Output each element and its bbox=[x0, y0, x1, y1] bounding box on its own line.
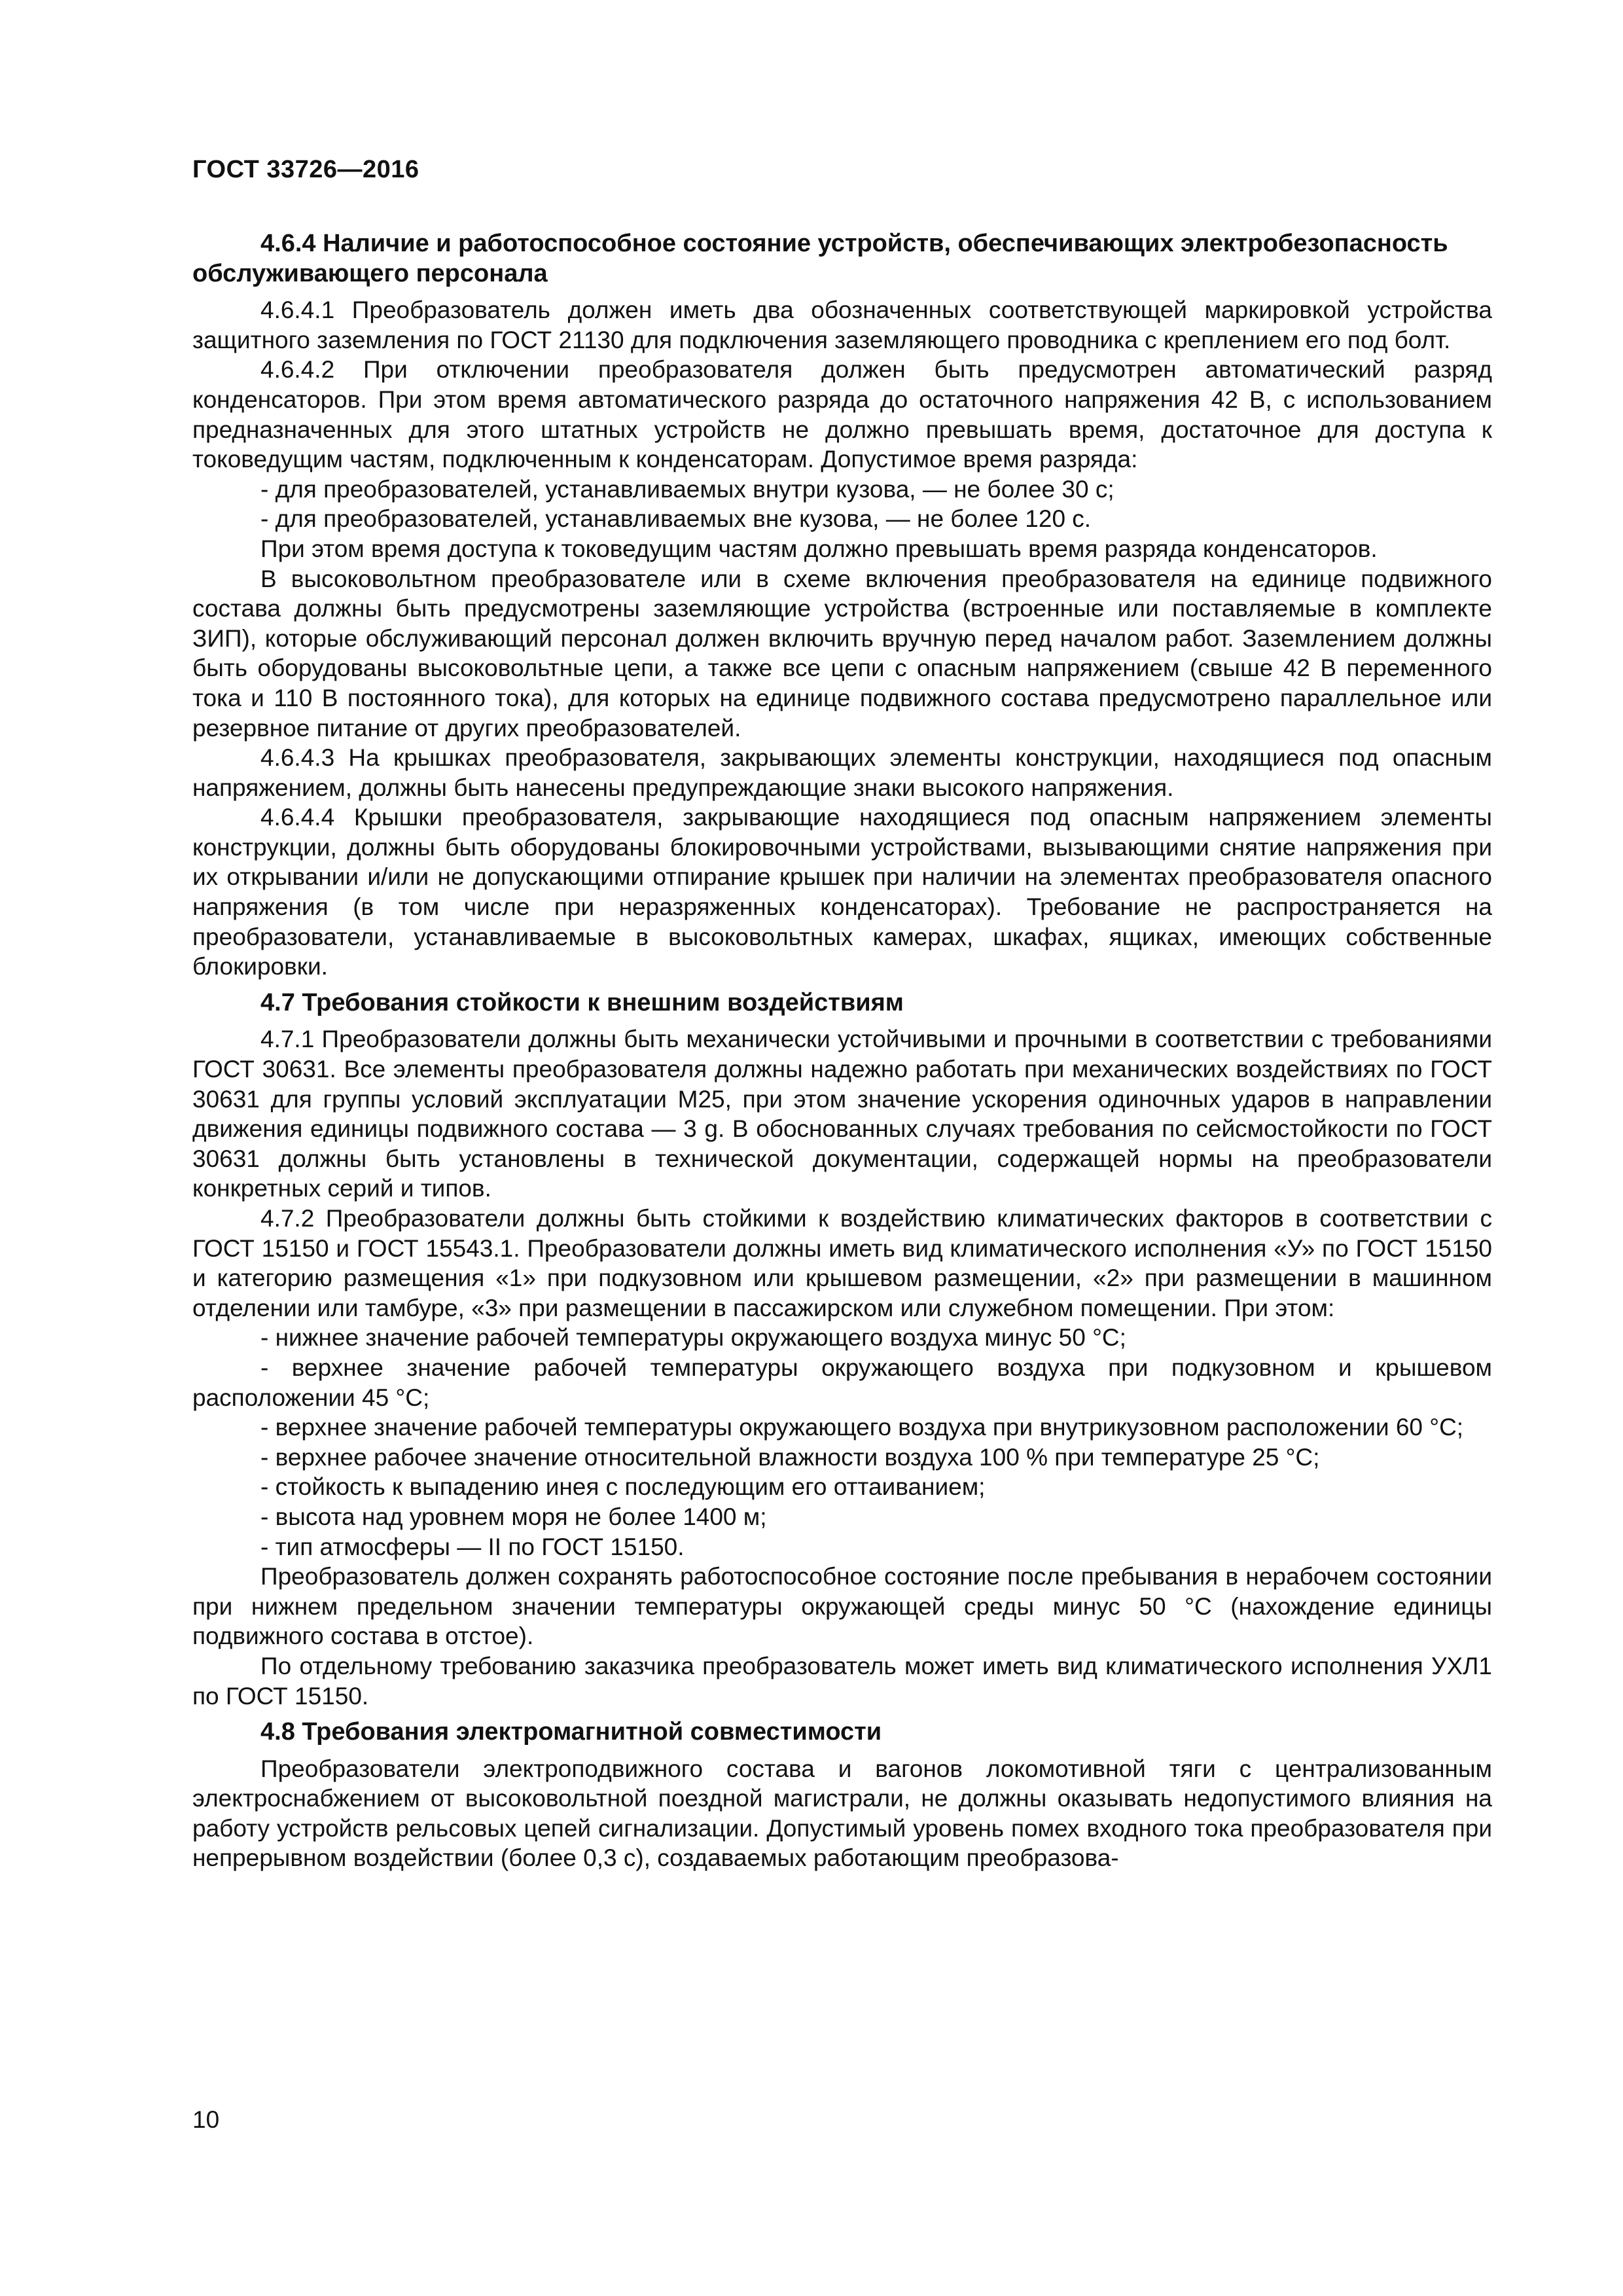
paragraph-4-6-4-2: 4.6.4.2 При отключении преобразователя должен быть предусмотрен автоматический разряд конденсаторов. При этом время автоматического разряда до остаточного напряжения 42 В, с использованием предназначенных для этого штатных устройств не должно превышать время, достаточное для доступа к токоведущим частям, подключенным к конденсаторам. Допустимое время разряда: bbox=[192, 356, 1492, 473]
section-heading-4-6-4: 4.6.4 Наличие и работоспособное состояние устройств, обеспечивающих электробезопасность обслуживающего персонала bbox=[192, 230, 1448, 287]
list-item-discharge-inside: - для преобразователей, устанавливаемых внутри кузова, — не более 30 с; bbox=[260, 475, 1115, 503]
paragraph-grounding-devices: В высоковольтном преобразователе или в схеме включения преобразователя на единице подвижного состава должны быть предусмотрены заземляющие устройства (встроенные или поставляемые в комплекте ЗИП), которые обслуживающий персонал должен включить вручную перед началом работ. Заземлением должны быть оборудованы высоковольтные цепи, а также все цепи с опасным напряжением (свыше 42 В переменного тока и 110 В постоянного тока), для которых на единице подвижного состава предусмотрено параллельное или резервное питание от других преобразователей. bbox=[192, 565, 1492, 742]
list-item-discharge-outside: - для преобразователей, устанавливаемых вне кузова, — не более 120 с. bbox=[260, 505, 1092, 533]
list-item-min-temperature: - нижнее значение рабочей температуры окружающего воздуха минус 50 °С; bbox=[260, 1324, 1126, 1352]
section-heading-4-8: 4.8 Требования электромагнитной совместимости bbox=[260, 1718, 882, 1746]
paragraph-uhl1: По отдельному требованию заказчика преобразователь может иметь вид климатического исполнения УХЛ1 по ГОСТ 15150. bbox=[192, 1652, 1492, 1710]
page-number: 10 bbox=[192, 2106, 220, 2133]
list-item-max-temperature-underbody: - верхнее значение рабочей температуры окружающего воздуха при подкузовном и крышевом расположении 45 °С; bbox=[192, 1354, 1492, 1411]
list-item-humidity: - верхнее рабочее значение относительной влажности воздуха 100 % при температуре 25 °С; bbox=[260, 1443, 1320, 1471]
paragraph-4-6-4-3: 4.6.4.3 На крышках преобразователя, закрывающих элементы конструкции, находящиеся под опасным напряжением, должны быть нанесены предупреждающие знаки высокого напряжения. bbox=[192, 744, 1492, 801]
paragraph-emc: Преобразователи электроподвижного состава и вагонов локомотивной тяги с централизованным электроснабжением от высоковольтной поездной магистрали, не должны оказывать недопустимого влияния на работу устройств рельсовых цепей сигнализации. Допустимый уровень помех входного тока преобразователя при непрерывном воздействии (более 0,3 с), создаваемых работающим преобразова- bbox=[192, 1755, 1492, 1872]
document-body bbox=[192, 229, 1492, 1873]
list-item-frost: - стойкость к выпадению инея с последующим его оттаиванием; bbox=[260, 1473, 986, 1501]
document-header: ГОСТ 33726—2016 bbox=[192, 156, 419, 183]
section-heading-4-7: 4.7 Требования стойкости к внешним воздействиям bbox=[260, 988, 904, 1016]
paragraph-4-6-4-4: 4.6.4.4 Крышки преобразователя, закрывающие находящиеся под опасным напряжением элементы конструкции, должны быть оборудованы блокировочными устройствами, вызывающими снятие напряжения при их открывании и/или не допускающими отпирание крышек при наличии на элементах преобразователя опасного напряжения (в том числе при неразряженных конденсаторах). Требование не распространяется на преобразователи, устанавливаемые в высоковольтных камерах, шкафах, ящиках, имеющих собственные блокировки. bbox=[192, 804, 1492, 980]
paragraph-storage-condition: Преобразователь должен сохранять работоспособное состояние после пребывания в нерабочем состоянии при нижнем предельном значении температуры окружающей среды минус 50 °С (нахождение единицы подвижного состава в отстое). bbox=[192, 1563, 1492, 1650]
paragraph-4-7-1: 4.7.1 Преобразователи должны быть механически устойчивыми и прочными в соответствии с требованиями ГОСТ 30631. Все элементы преобразователя должны надежно работать при механических воздействиях по ГОСТ 30631 для группы условий эксплуатации М25, при этом значение ускорения одиночных ударов в направлении движения единицы подвижного состава — 3 g. В обоснованных случаях требования по сейсмостойкости по ГОСТ 30631 должны быть установлены в технической документации, содержащей нормы на преобразователи конкретных серий и типов. bbox=[192, 1026, 1492, 1202]
paragraph-4-7-2: 4.7.2 Преобразователи должны быть стойкими к воздействию климатических факторов в соответствии с ГОСТ 15150 и ГОСТ 15543.1. Преобразователи должны иметь вид климатического исполнения «У» по ГОСТ 15150 и категорию размещения «1» при подкузовном или крышевом размещении, «2» при размещении в машинном отделении или тамбуре, «3» при размещении в пассажирском или служебном помещении. При этом: bbox=[192, 1205, 1492, 1321]
paragraph-access-time: При этом время доступа к токоведущим частям должно превышать время разряда конденсаторов. bbox=[260, 535, 1378, 562]
list-item-atmosphere: - тип атмосферы — II по ГОСТ 15150. bbox=[260, 1533, 685, 1560]
list-item-altitude: - высота над уровнем моря не более 1400 м; bbox=[260, 1503, 767, 1530]
list-item-max-temperature-interior: - верхнее значение рабочей температуры окружающего воздуха при внутрикузовном расположении 60 °С; bbox=[260, 1414, 1464, 1441]
paragraph-4-6-4-1: 4.6.4.1 Преобразователь должен иметь два обозначенных соответствующей маркировкой устройства защитного заземления по ГОСТ 21130 для подключения заземляющего проводника с креплением его под болт. bbox=[192, 296, 1492, 353]
